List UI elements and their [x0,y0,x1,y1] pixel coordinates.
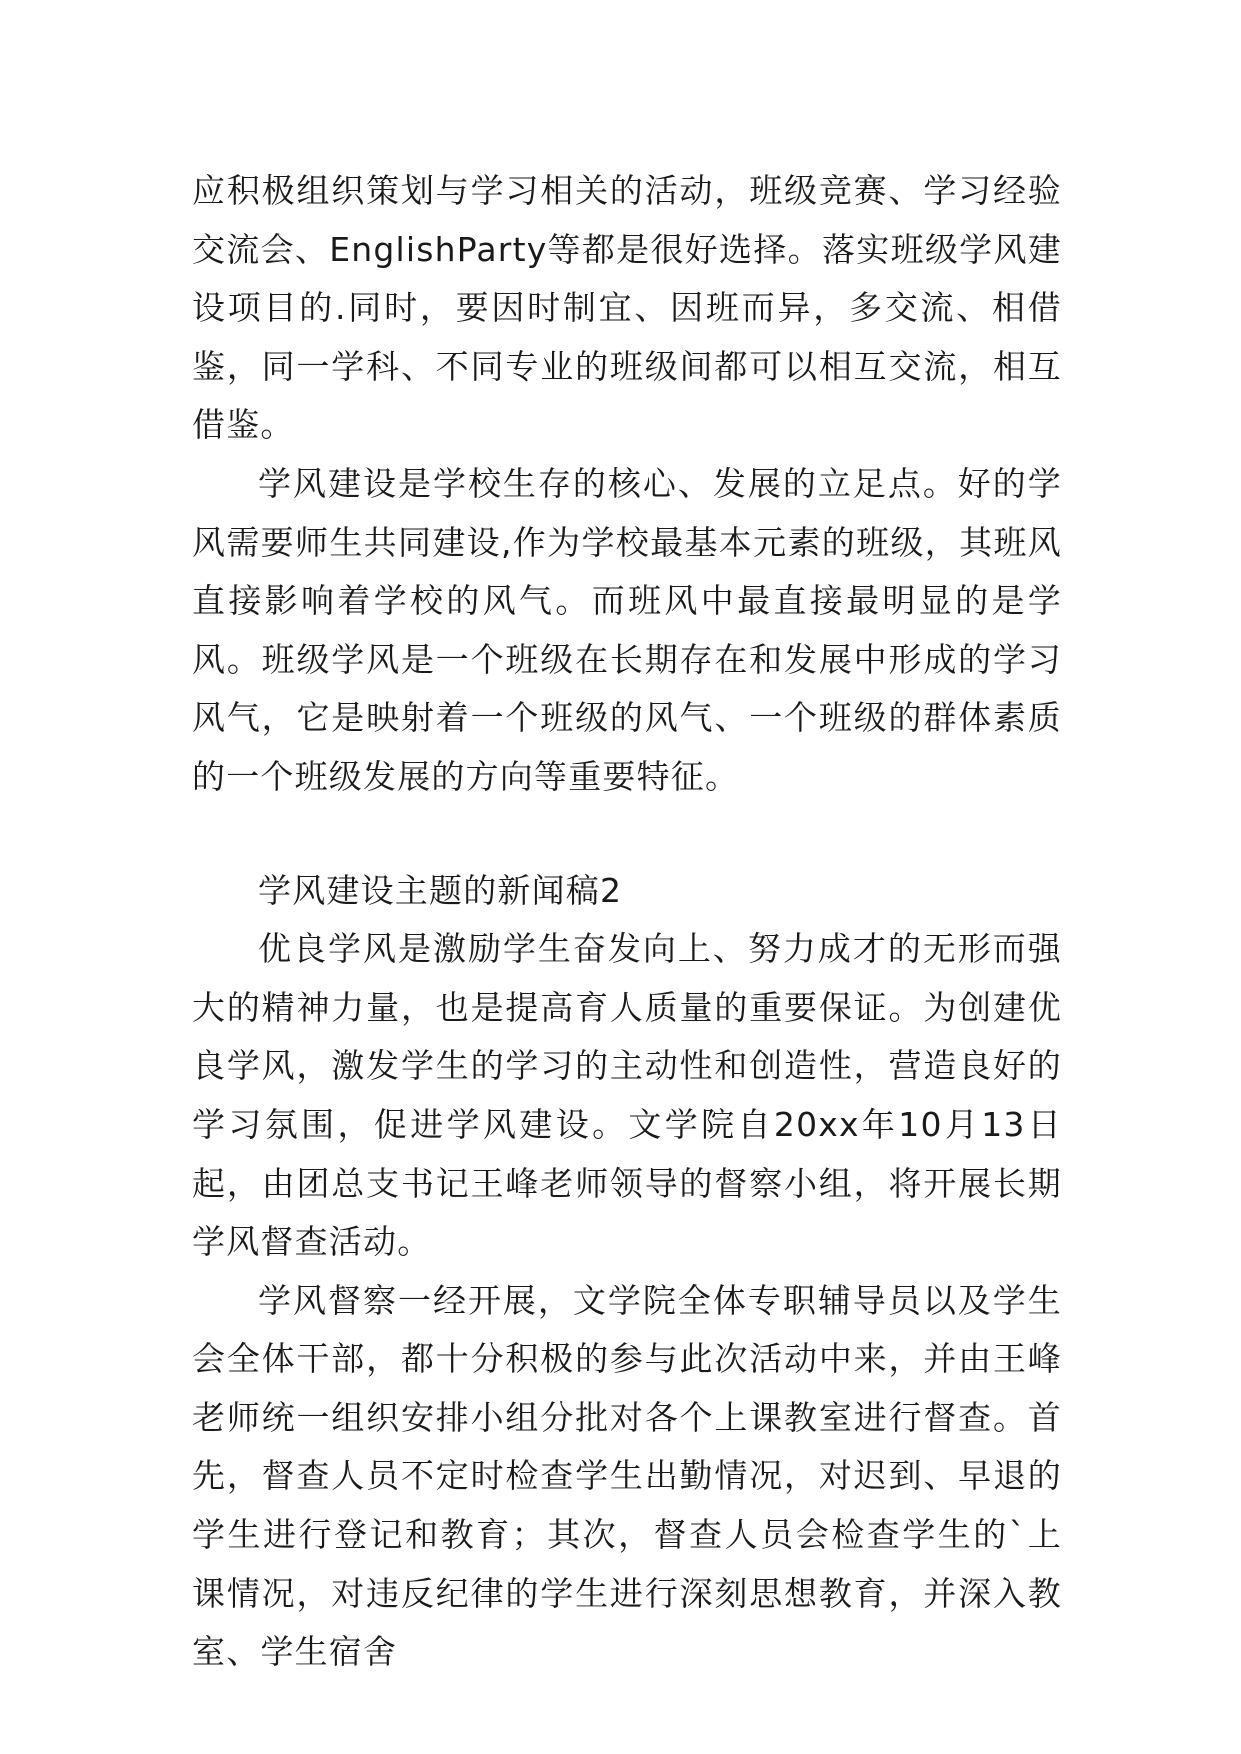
paragraph-study-style-intro: 优良学风是激励学生奋发向上、努力成才的无形而强大的精神力量，也是提高育人质量的重要保证。为创建优良学风，激发学生的学习的主动性和创造性，营造良好的学习氛围，促进学风建设。文学院自20xx年10月13日起，由团总支书记王峰老师领导的督察小组，将开展长期学风督查活动。 [192,929,1062,1262]
section-gap [192,807,1062,862]
document-body [192,162,1062,1682]
paragraph-continued: 应积极组织策划与学习相关的活动，班级竞赛、学习经验交流会、EnglishParty等都是很好选择。落实班级学风建设项目的.同时，要因时制宜、因班而异，多交流、相借鉴，同一学科、不同专业的班级间都可以相互交流，相互借鉴。 [192,171,1062,445]
paragraph-inspection-details: 学风督察一经开展，文学院全体专职辅导员以及学生会全体干部，都十分积极的参与此次活动中来，并由王峰老师统一组织安排小组分批对各个上课教室进行督查。首先，督查人员不定时检查学生出勤情况，对迟到、早退的学生进行登记和教育；其次，督查人员会检查学生的`上课情况，对违反纪律的学生进行深刻思想教育，并深入教室、学生宿舍 [192,1280,1062,1672]
paragraph-study-style-core: 学风建设是学校生存的核心、发展的立足点。好的学风需要师生共同建设,作为学校最基本元素的班级，其班风直接影响着学校的风气。而班风中最直接最明显的是学风。班级学风是一个班级在长期存在和发展中形成的学习风气，它是映射着一个班级的风气、一个班级的群体素质的一个班级发展的方向等重要特征。 [192,463,1062,796]
section-heading: 学风建设主题的新闻稿2 [258,870,623,910]
